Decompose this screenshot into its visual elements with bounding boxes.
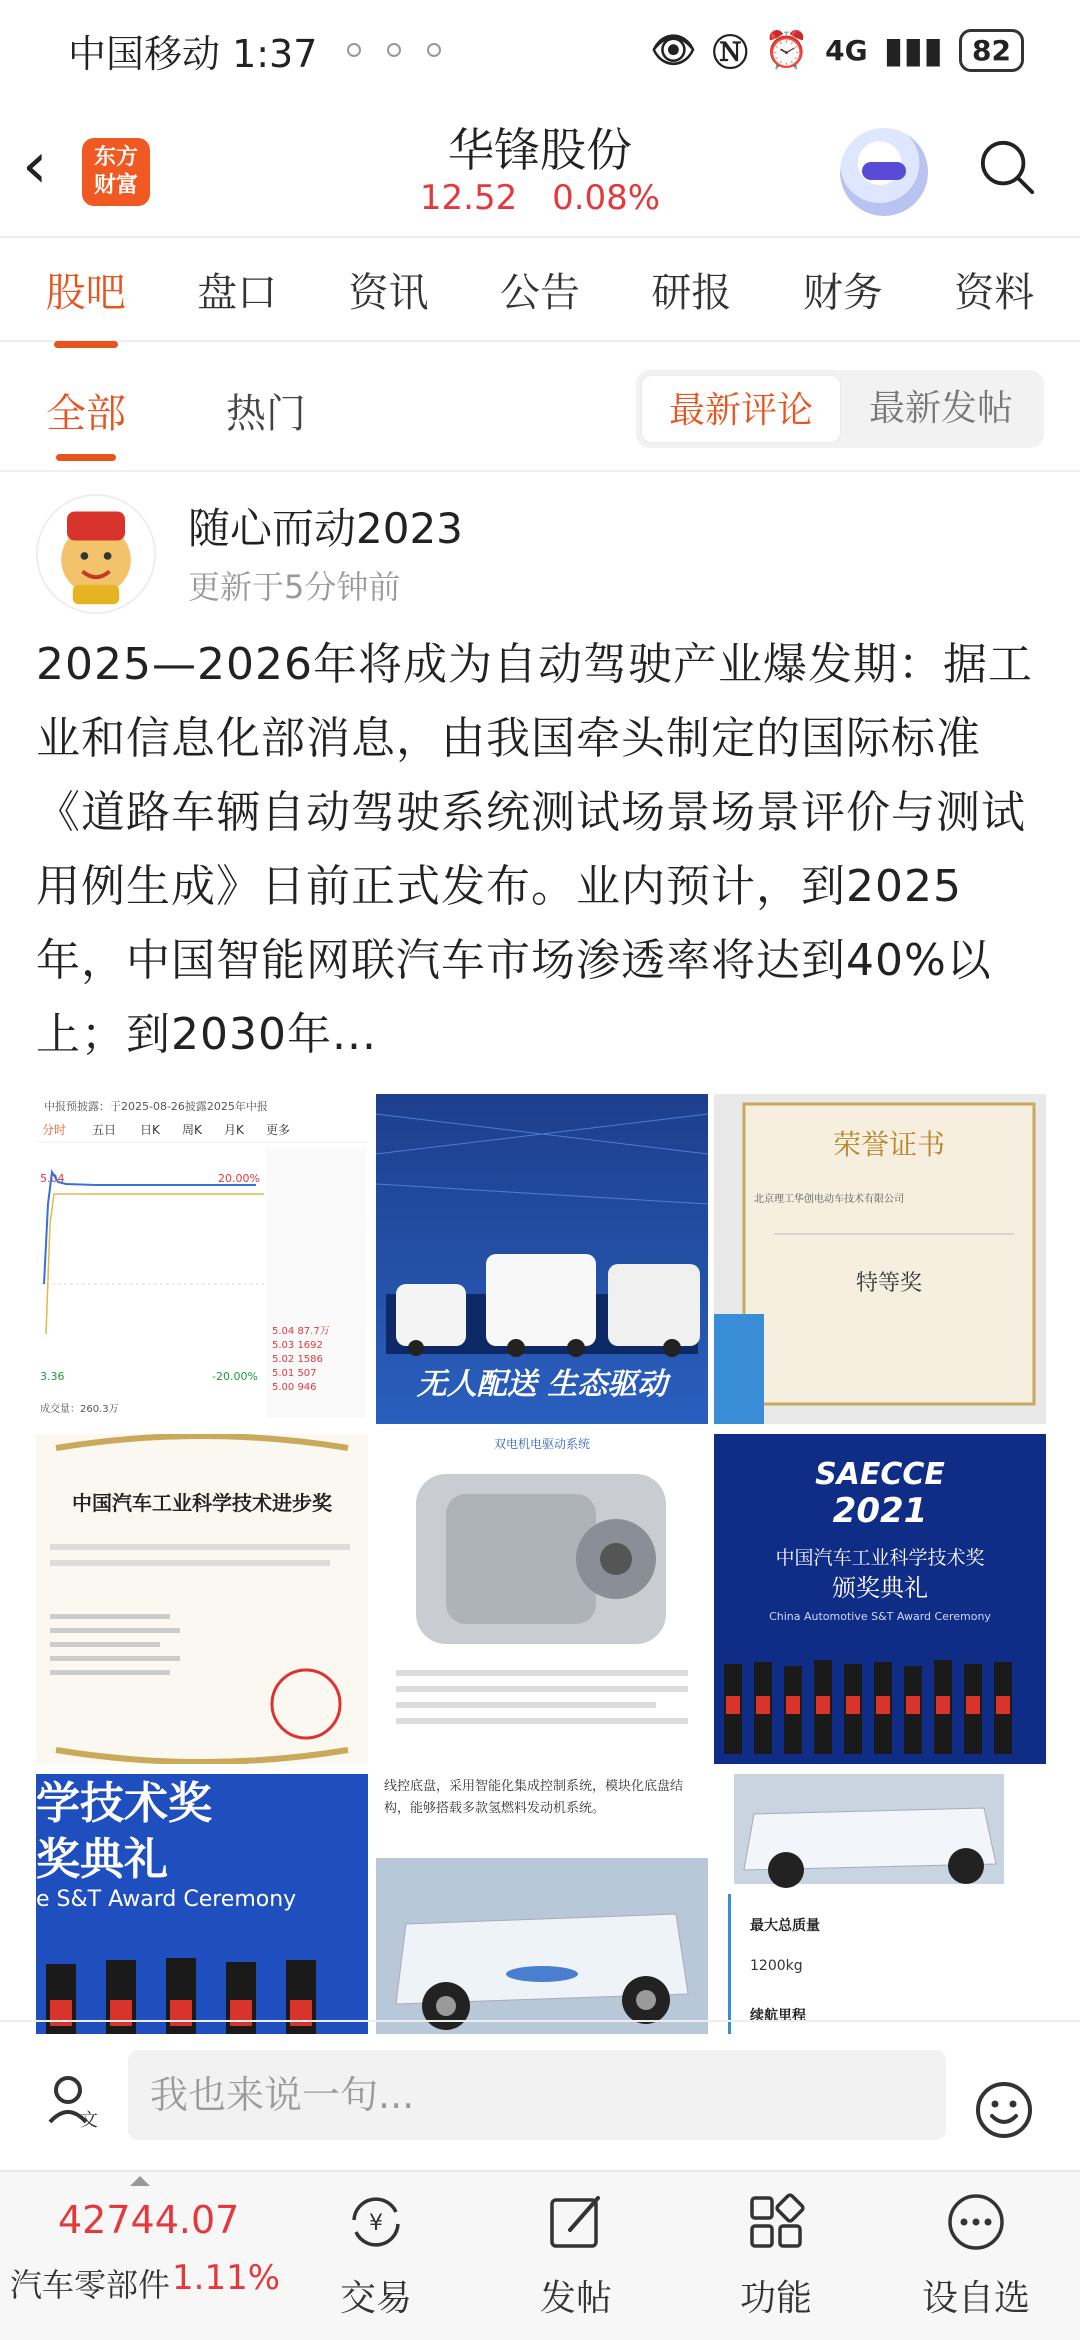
svg-text:5.04: 5.04 [40, 1172, 65, 1185]
svg-text:20.00%: 20.00% [218, 1172, 260, 1185]
post-updated-time: 更新于5分钟前 [188, 568, 401, 606]
svg-text:成交量：260.3万: 成交量：260.3万 [40, 1404, 119, 1415]
post-body[interactable]: 2025—2026年将成为自动驾驶产业爆发期：据工业和信息化部消息，由我国牵头制定的国际标准《道路车辆自动驾驶系统测试场景场景评价与测试用例生成》日前正式发布。业内预计，到2025年，中国智能网联汽车市场渗透率将达到40%以上；到2030年... [36, 639, 1033, 1060]
svg-text:e S&T Award Ceremony: e S&T Award Ceremony [36, 1887, 297, 1912]
trade-icon [344, 2190, 408, 2254]
signal-icon: ▮▮▮ [883, 29, 944, 71]
stock-header [0, 100, 1080, 238]
nav-trade[interactable] [286, 2172, 466, 2340]
tab-news[interactable]: 资讯 [348, 269, 429, 316]
search-icon[interactable] [978, 138, 1036, 196]
post-image-award-ceremony[interactable] [36, 1774, 368, 2034]
img5-title: 双电机电驱动系统 [493, 1437, 591, 1451]
post-image-chassis[interactable]: 线控底盘，采用智能化集成控制系统，模块化底盘结构，能够搭载多款氢燃料发动机系统。 [376, 1774, 708, 2034]
carrier-time: 中国移动 1:37 [68, 31, 318, 76]
svg-text:最大总质量: 最大总质量 [750, 1918, 820, 1934]
subtab-all[interactable]: 全部 [46, 382, 126, 439]
post-image-delivery-event[interactable] [376, 1094, 708, 1424]
stock-price: 12.52 [419, 178, 518, 218]
svg-text:2021: 2021 [832, 1491, 928, 1531]
svg-text:奖典礼: 奖典礼 [36, 1834, 168, 1885]
comment-input[interactable] [128, 2050, 946, 2140]
grid-apps-icon [744, 2190, 808, 2254]
nfc-icon: Ⓝ [712, 32, 749, 74]
notification-dots [347, 43, 441, 57]
avatar[interactable] [36, 494, 156, 614]
svg-text:月K: 月K [224, 1123, 244, 1137]
svg-text:¥: ¥ [369, 2211, 383, 2236]
bottom-bar [0, 2170, 1080, 2340]
nav-functions-label: 功能 [739, 2278, 812, 2319]
img1-title: 中报预披露：于2025-08-26披露2025年中报 [44, 1100, 268, 1113]
img4-title: 中国汽车工业科学技术进步奖 [72, 1491, 332, 1515]
post-image-vehicle-specs[interactable] [714, 1774, 1046, 2034]
svg-text:5.02 1586: 5.02 1586 [272, 1354, 323, 1365]
post-image-stock-chart[interactable] [36, 1094, 368, 1424]
emoji-icon[interactable] [974, 2080, 1034, 2140]
tab-research[interactable]: 研报 [651, 269, 732, 316]
sort-toggle [636, 370, 1044, 448]
sector-index-name: 汽车零部件 [10, 2266, 171, 2304]
post-image-electric-drive[interactable] [376, 1434, 708, 1764]
svg-text:SAECCE: SAECCE [815, 1457, 945, 1492]
svg-text:学技术奖: 学技术奖 [36, 1778, 212, 1829]
post-image-saecce-ceremony[interactable] [714, 1434, 1046, 1764]
voice-translate-icon[interactable] [44, 2072, 100, 2128]
svg-text:3.36: 3.36 [40, 1370, 65, 1383]
svg-text:续航里程: 续航里程 [750, 2008, 806, 2024]
tab-profile[interactable]: 资料 [954, 269, 1035, 316]
svg-text:5.01 507: 5.01 507 [272, 1368, 317, 1379]
post-image-award-certificate[interactable] [36, 1434, 368, 1764]
tab-guba[interactable]: 股吧 [40, 261, 132, 318]
status-bar [0, 0, 1080, 100]
sort-latest-post[interactable]: 最新发帖 [868, 388, 1013, 429]
network-label: 4G [825, 33, 868, 67]
more-icon [944, 2190, 1008, 2254]
main-tabs [0, 238, 1080, 342]
robot-assistant-icon[interactable] [840, 128, 928, 216]
eye-icon: 👁 [650, 30, 697, 71]
nav-post[interactable] [486, 2172, 666, 2340]
svg-text:北京理工华创电动车技术有限公司: 北京理工华创电动车技术有限公司 [754, 1194, 904, 1205]
svg-text:1200kg: 1200kg [750, 1958, 803, 1974]
svg-text:文: 文 [80, 2110, 98, 2128]
battery-icon: 82 [959, 29, 1024, 72]
sort-latest-comment[interactable]: 最新评论 [640, 374, 842, 444]
svg-text:China Automotive S&T Award Cer: China Automotive S&T Award Ceremony [769, 1610, 991, 1623]
stock-change: 0.08% [552, 178, 661, 218]
svg-text:中国汽车工业科学技术奖: 中国汽车工业科学技术奖 [775, 1547, 985, 1569]
sub-tabs [0, 342, 1080, 472]
svg-text:日K: 日K [140, 1123, 160, 1137]
img3-caption: 荣誉证书 [832, 1128, 946, 1161]
comment-bar [0, 2020, 1080, 2170]
caret-up-icon [130, 2176, 150, 2186]
alarm-icon: ⏰ [764, 30, 810, 71]
svg-text:5.04 87.7万: 5.04 87.7万 [272, 1326, 330, 1337]
back-icon[interactable]: ‹ [22, 129, 48, 203]
eastmoney-logo[interactable]: 东方 财富 [82, 138, 150, 206]
svg-text:特等奖: 特等奖 [855, 1271, 923, 1296]
post-image-certificate[interactable] [714, 1094, 1046, 1424]
svg-text:分时: 分时 [42, 1123, 67, 1137]
post-username[interactable]: 随心而动2023 [188, 504, 463, 553]
sector-index[interactable] [0, 2172, 290, 2340]
img2-caption: 无人配送 生态驱动 [416, 1367, 668, 1402]
tab-announcements[interactable]: 公告 [499, 269, 580, 316]
nav-trade-label: 交易 [339, 2278, 412, 2319]
stock-name[interactable]: 华锋股份 [448, 123, 632, 177]
status-icons [651, 25, 1024, 76]
svg-text:颁奖典礼: 颁奖典礼 [832, 1574, 928, 1602]
tab-pankou[interactable]: 盘口 [197, 269, 278, 316]
edit-icon [544, 2190, 608, 2254]
nav-post-label: 发帖 [539, 2278, 612, 2319]
sector-index-value: 42744.07 [58, 2198, 240, 2242]
svg-text:-20.00%: -20.00% [212, 1370, 258, 1383]
svg-text:五日: 五日 [92, 1123, 117, 1137]
svg-text:5.00 946: 5.00 946 [272, 1382, 317, 1393]
sector-index-change: 1.11% [172, 2258, 281, 2298]
tab-finance[interactable]: 财务 [802, 269, 883, 316]
nav-functions[interactable] [686, 2172, 866, 2340]
nav-add-watchlist-label: 设自选 [921, 2278, 1030, 2319]
svg-text:5.03 1692: 5.03 1692 [272, 1340, 323, 1351]
subtab-hot[interactable]: 热门 [226, 391, 306, 437]
svg-text:周K: 周K [182, 1123, 202, 1137]
nav-add-watchlist[interactable] [886, 2172, 1066, 2340]
svg-text:更多: 更多 [266, 1123, 291, 1137]
